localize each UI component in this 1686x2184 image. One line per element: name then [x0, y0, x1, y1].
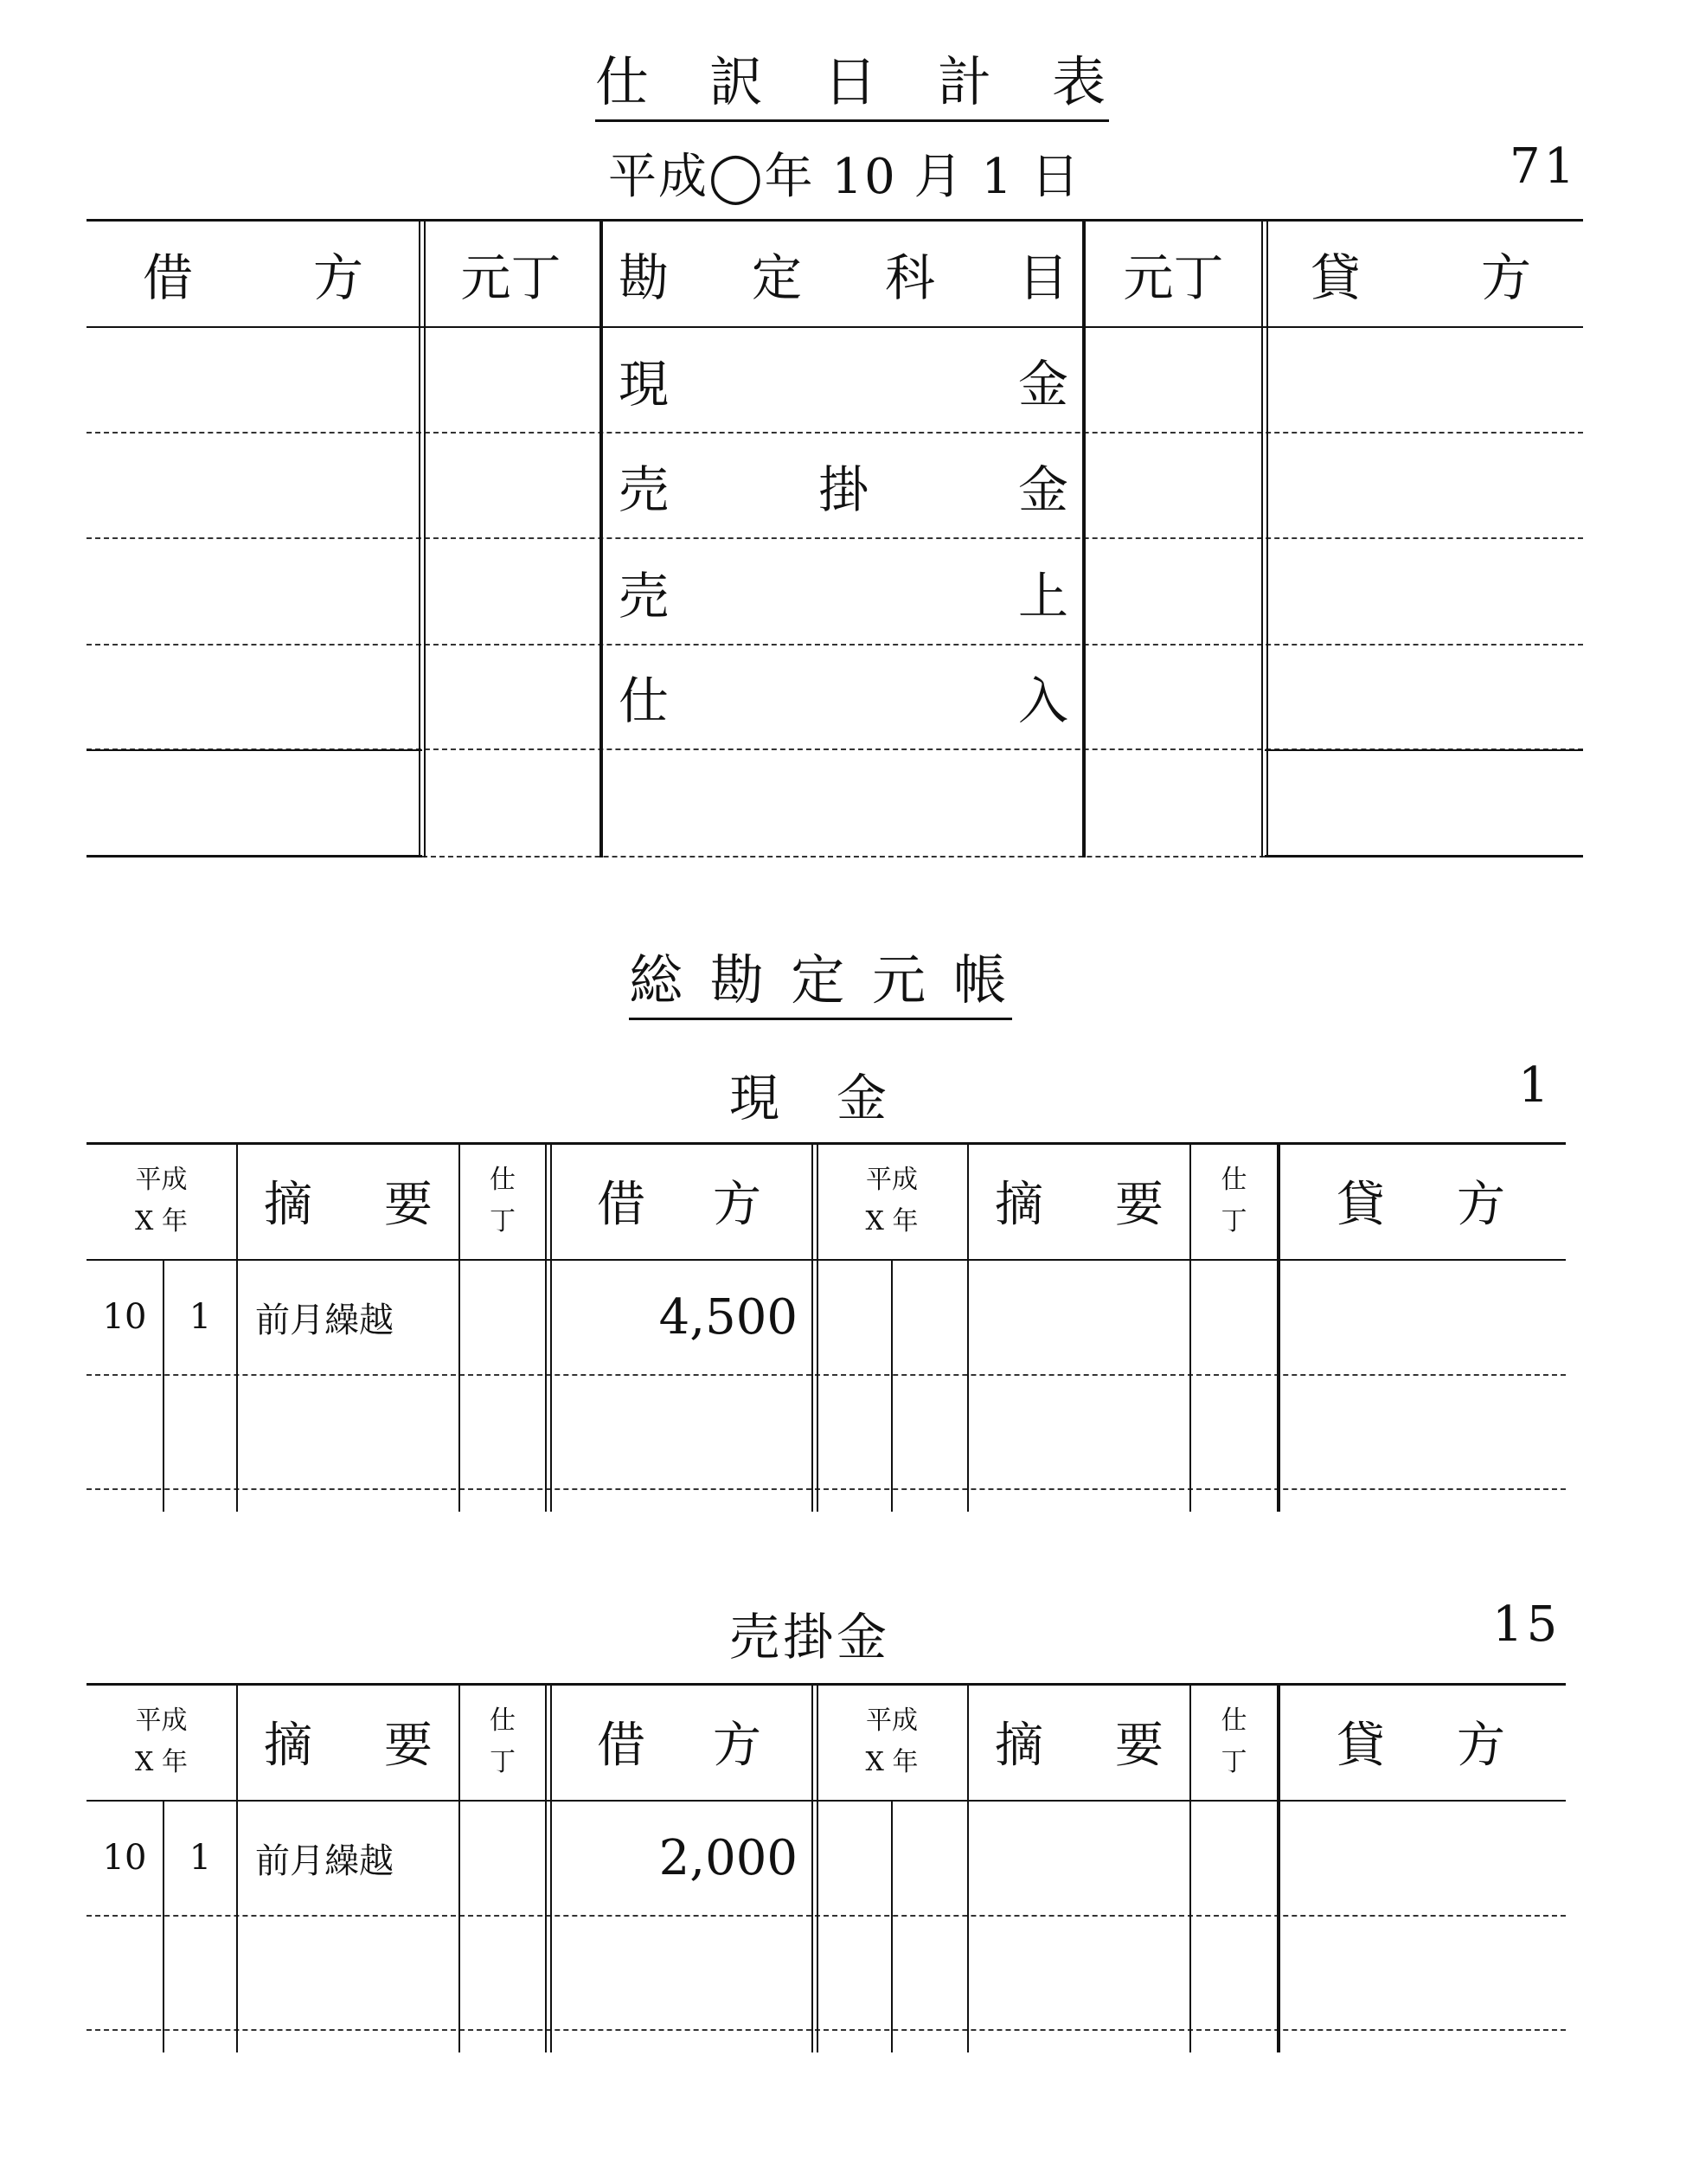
journal-account-receivable: 売 掛 金 — [619, 460, 1068, 519]
ledger-account-name: 現 金 — [729, 1069, 891, 1127]
ledger-row-line — [87, 1915, 1566, 1917]
journal-header-debit: 借 方 — [143, 248, 363, 307]
journal-header-folio-right: 元丁 — [1123, 248, 1224, 307]
ledger-header-description: 摘 要 — [264, 1717, 433, 1774]
journal-account-purchases: 仕 入 — [619, 671, 1068, 730]
ledger-header-date-right: 平成 X 年 — [865, 1705, 919, 1777]
journal-total-line-right — [1265, 749, 1583, 751]
journal-header-line — [87, 326, 1583, 328]
ledger-header-folio-right: 仕 丁 — [1221, 1705, 1247, 1777]
journal-row-line — [422, 856, 1265, 858]
ledger-header-date-right: 平成 X 年 — [865, 1164, 919, 1237]
ledger-row-line — [87, 1488, 1566, 1490]
journal-page-number: 71 — [1510, 138, 1579, 195]
ledger-header-debit: 借 方 — [597, 1176, 761, 1233]
ledger-divider — [1277, 1683, 1280, 2052]
ledger-header-date: 平成 X 年 — [135, 1164, 188, 1237]
ledger-header-credit: 貸 方 — [1337, 1717, 1505, 1774]
journal-divider — [599, 219, 603, 858]
journal-bottom-line-left — [87, 855, 422, 858]
journal-header-account: 勘 定 科 目 — [619, 248, 1068, 307]
ledger-account-name: 売掛金 — [729, 1608, 891, 1667]
ledger-header-debit: 借 方 — [597, 1717, 761, 1774]
ledger-divider — [545, 1683, 552, 2052]
journal-row-line — [87, 432, 1583, 434]
ledger-row-debit-amount: 2,000 — [658, 1829, 798, 1886]
ledger-page-number: 1 — [1518, 1057, 1553, 1114]
ledger-row-line — [87, 1374, 1566, 1376]
ledger-header-line — [87, 1800, 1566, 1802]
ledger-top-line — [87, 1683, 1566, 1686]
ledger-top-line — [87, 1142, 1566, 1145]
ledger-page-number: 15 — [1492, 1596, 1561, 1653]
journal-title: 仕 訳 日 計 表 — [595, 39, 1109, 122]
ledger-header-credit: 貸 方 — [1337, 1176, 1505, 1233]
ledger-header-folio: 仕 丁 — [490, 1705, 516, 1777]
ledger-divider — [967, 1142, 969, 1512]
journal-total-line-left — [87, 749, 422, 751]
ledger-divider — [236, 1142, 238, 1512]
ledger-header-description-right: 摘 要 — [995, 1717, 1164, 1774]
journal-header-folio-left: 元丁 — [460, 248, 561, 307]
journal-account-sales: 売 上 — [619, 567, 1068, 626]
ledger-row-line — [87, 2029, 1566, 2031]
journal-bottom-line-right — [1265, 855, 1583, 858]
ledger-divider — [967, 1683, 969, 2052]
journal-row-line — [87, 537, 1583, 539]
journal-date: 平成◯年 10 月 1 日 — [608, 149, 1081, 205]
ledger-header-description-right: 摘 要 — [995, 1176, 1164, 1233]
ledger-row-debit-amount: 4,500 — [658, 1288, 798, 1346]
ledger-divider — [236, 1683, 238, 2052]
ledger-header-folio-right: 仕 丁 — [1221, 1164, 1247, 1237]
ledger-row-description: 前月繰越 — [255, 1300, 394, 1340]
journal-divider — [1261, 219, 1268, 858]
ledger-divider — [891, 1802, 893, 2052]
journal-account-cash: 現 金 — [619, 355, 1068, 414]
ledger-title: 総 勘 定 元 帳 — [629, 937, 1012, 1020]
ledger-row-month: 10 — [102, 1297, 147, 1337]
ledger-divider — [1277, 1142, 1280, 1512]
journal-header-credit: 貸 方 — [1311, 248, 1531, 307]
ledger-row-day: 1 — [189, 1838, 212, 1878]
ledger-divider — [545, 1142, 552, 1512]
ledger-row-description: 前月繰越 — [255, 1840, 394, 1881]
ledger-divider — [891, 1261, 893, 1512]
ledger-row-month: 10 — [102, 1838, 147, 1878]
ledger-header-line — [87, 1259, 1566, 1261]
ledger-header-description: 摘 要 — [264, 1176, 433, 1233]
ledger-header-date: 平成 X 年 — [135, 1705, 188, 1777]
ledger-row-day: 1 — [189, 1297, 212, 1337]
ledger-header-folio: 仕 丁 — [490, 1164, 516, 1237]
